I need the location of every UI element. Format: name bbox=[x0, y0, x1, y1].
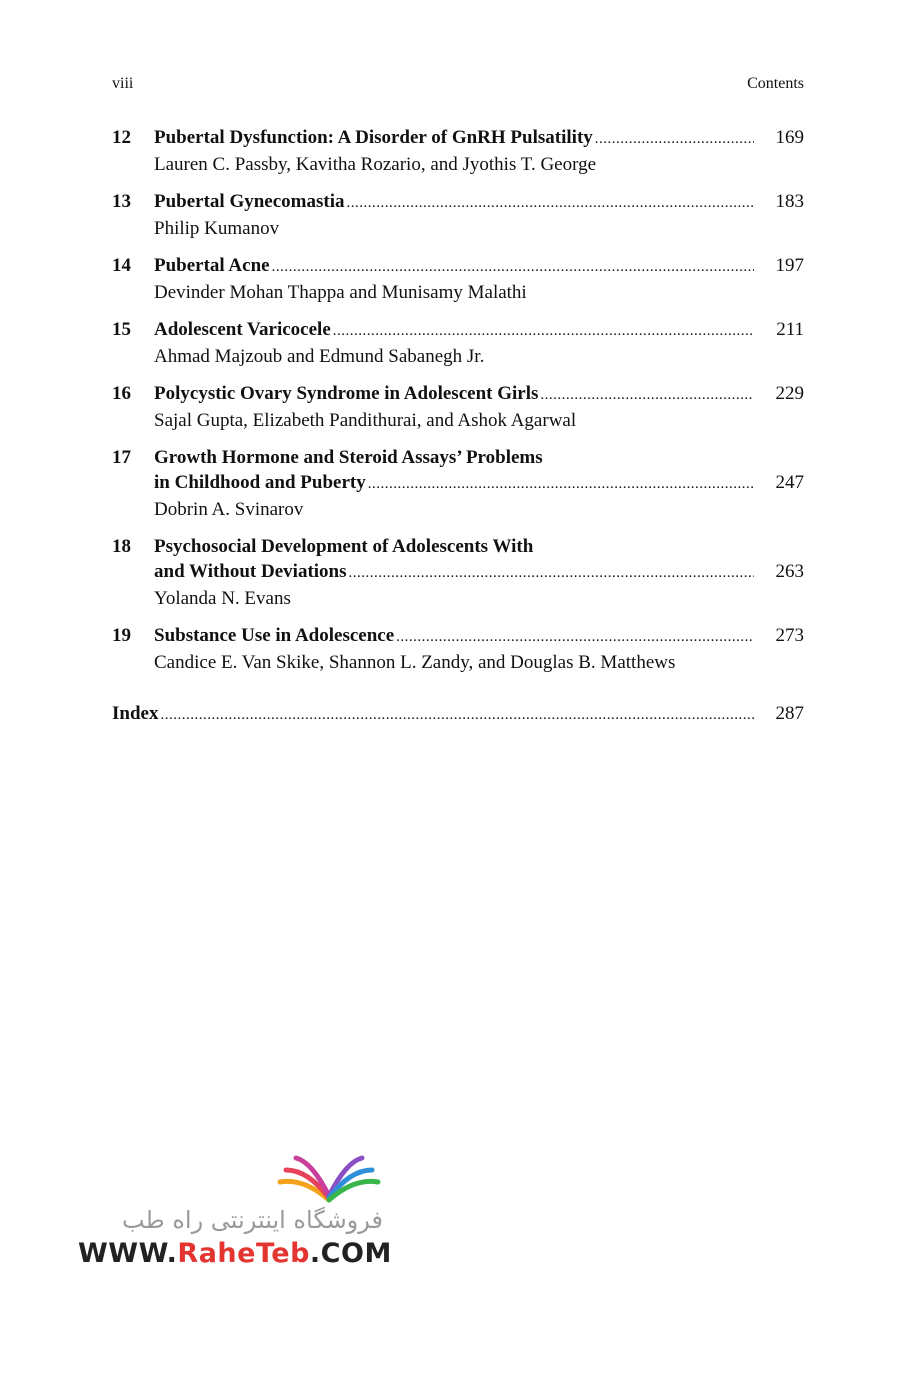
url-suffix: .COM bbox=[309, 1238, 392, 1269]
chapter-authors: Sajal Gupta, Elizabeth Pandithurai, and Ashok Agarwal bbox=[154, 410, 577, 431]
toc-entry[interactable] bbox=[112, 125, 804, 177]
page-ref[interactable]: 247 bbox=[775, 472, 804, 493]
chapter-number: 15 bbox=[112, 319, 131, 340]
open-book-rainbow-icon bbox=[274, 1148, 384, 1204]
page-ref[interactable]: 183 bbox=[775, 191, 804, 212]
dot-leader bbox=[347, 191, 754, 216]
chapter-number: 19 bbox=[112, 625, 131, 646]
toc-entry[interactable] bbox=[112, 445, 804, 522]
index-label[interactable]: Index bbox=[112, 703, 159, 724]
chapter-authors: Ahmad Majzoub and Edmund Sabanegh Jr. bbox=[154, 346, 485, 367]
page-ref[interactable]: 287 bbox=[775, 703, 804, 724]
toc-entry[interactable] bbox=[112, 623, 804, 675]
toc-index-entry[interactable] bbox=[112, 701, 804, 728]
watermark-persian-text: فروشگاه اینترنتی راه طب bbox=[122, 1206, 383, 1234]
page-ref[interactable]: 263 bbox=[775, 561, 804, 582]
page-number: viii bbox=[112, 75, 134, 92]
chapter-authors: Dobrin A. Svinarov bbox=[154, 499, 304, 520]
chapter-title[interactable]: Adolescent Varicocele bbox=[154, 319, 331, 340]
page-ref[interactable]: 229 bbox=[775, 383, 804, 404]
chapter-title[interactable]: Pubertal Gynecomastia bbox=[154, 191, 345, 212]
toc-entry[interactable] bbox=[112, 317, 804, 369]
chapter-number: 16 bbox=[112, 383, 131, 404]
chapter-title-line-2[interactable]: and Without Deviations bbox=[154, 561, 347, 582]
dot-leader bbox=[272, 255, 754, 280]
toc-entry[interactable] bbox=[112, 381, 804, 433]
running-head-title: Contents bbox=[747, 75, 804, 92]
chapter-number: 13 bbox=[112, 191, 131, 212]
dot-leader bbox=[349, 561, 754, 586]
page-ref[interactable]: 273 bbox=[775, 625, 804, 646]
running-head bbox=[112, 74, 804, 94]
chapter-authors: Candice E. Van Skike, Shannon L. Zandy, and Douglas B. Matthews bbox=[154, 652, 676, 673]
dot-leader bbox=[368, 472, 754, 497]
chapter-title-line-1[interactable]: Growth Hormone and Steroid Assays’ Problems bbox=[154, 447, 543, 468]
dot-leader bbox=[333, 319, 754, 344]
page-ref[interactable]: 211 bbox=[776, 319, 804, 340]
toc-entry[interactable] bbox=[112, 534, 804, 611]
dot-leader bbox=[396, 625, 754, 650]
url-prefix: WWW. bbox=[78, 1238, 178, 1269]
watermark-url[interactable] bbox=[78, 1238, 392, 1269]
dot-leader bbox=[540, 383, 754, 408]
toc-entry[interactable] bbox=[112, 189, 804, 241]
raheteb-watermark bbox=[78, 1148, 392, 1278]
chapter-title[interactable]: Substance Use in Adolescence bbox=[154, 625, 395, 646]
chapter-number: 12 bbox=[112, 127, 131, 148]
chapter-title-line-1[interactable]: Psychosocial Development of Adolescents With bbox=[154, 536, 534, 557]
chapter-authors: Lauren C. Passby, Kavitha Rozario, and Jyothis T. George bbox=[154, 154, 597, 175]
chapter-number: 18 bbox=[112, 536, 131, 557]
chapter-number: 14 bbox=[112, 255, 131, 276]
chapter-authors: Yolanda N. Evans bbox=[154, 588, 291, 609]
page-ref[interactable]: 169 bbox=[775, 127, 804, 148]
url-brand: RaheTeb bbox=[177, 1238, 310, 1269]
dot-leader bbox=[595, 127, 754, 152]
dot-leader bbox=[160, 703, 754, 728]
toc-entry[interactable] bbox=[112, 253, 804, 305]
chapter-authors: Devinder Mohan Thappa and Munisamy Malathi bbox=[154, 282, 527, 303]
chapter-title-line-2[interactable]: in Childhood and Puberty bbox=[154, 472, 366, 493]
chapter-title[interactable]: Pubertal Dysfunction: A Disorder of GnRH Pulsatility bbox=[154, 127, 593, 148]
chapter-authors: Philip Kumanov bbox=[154, 218, 280, 239]
chapter-title[interactable]: Pubertal Acne bbox=[154, 255, 270, 276]
page-ref[interactable]: 197 bbox=[775, 255, 804, 276]
table-of-contents bbox=[112, 125, 804, 740]
chapter-title[interactable]: Polycystic Ovary Syndrome in Adolescent Girls bbox=[154, 383, 539, 404]
chapter-number: 17 bbox=[112, 447, 131, 468]
